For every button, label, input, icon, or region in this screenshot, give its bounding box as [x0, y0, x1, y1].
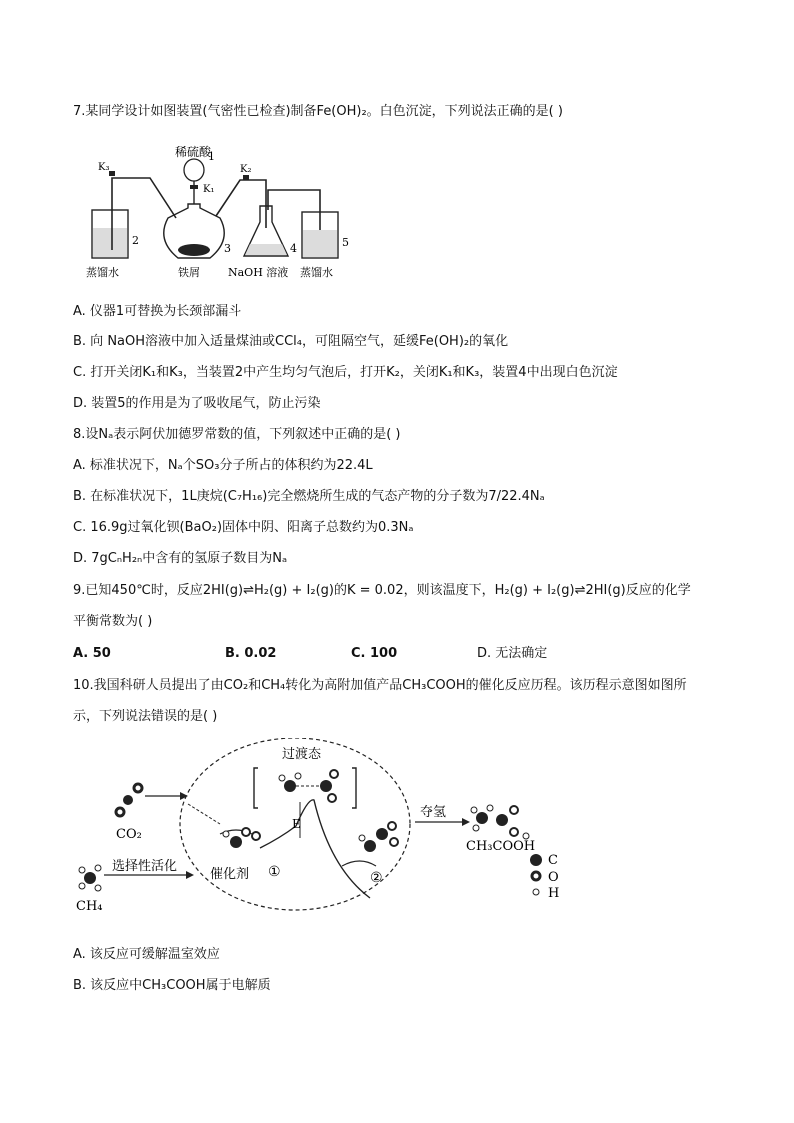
svg-text:K₃: K₃	[98, 162, 110, 173]
q9-stem-line2: 平衡常数为( )	[73, 614, 153, 629]
label-iron: 铁屑	[178, 266, 200, 279]
svg-text:①: ①	[268, 864, 281, 880]
legend-o: O	[548, 870, 559, 885]
svg-text:5: 5	[342, 236, 349, 249]
q9-option-d: D. 无法确定	[477, 646, 548, 661]
funnel-1	[184, 159, 204, 181]
q7-stem: 7.某同学设计如图装置(气密性已检查)制备Fe(OH)₂。白色沉淀，下列说法正确的是( )	[73, 104, 563, 119]
svg-text:3: 3	[224, 242, 231, 255]
svg-text:2: 2	[132, 234, 139, 247]
svg-text:1: 1	[208, 150, 215, 163]
label-transition-state: 过渡态	[282, 747, 322, 762]
label-water-right: 蒸馏水	[300, 266, 333, 279]
label-product: CH₃COOH	[466, 839, 536, 854]
label-dehydrogenation: 夺氢	[420, 805, 447, 820]
tube-k2	[216, 180, 266, 228]
label-water-left: 蒸馏水	[86, 266, 119, 279]
q10-option-b: B. 该反应中CH₃COOH属于电解质	[73, 978, 271, 993]
water-fill-left	[93, 228, 127, 257]
q9-option-a: A. 50	[73, 646, 111, 661]
label-naoh: NaOH 溶液	[228, 266, 289, 279]
q10-option-a: A. 该反应可缓解温室效应	[73, 947, 220, 962]
legend-h-marker	[533, 889, 539, 895]
label-catalyst: 催化剂	[210, 867, 250, 882]
svg-text:②: ②	[370, 870, 383, 886]
valve-k1	[190, 185, 198, 189]
label-ch4: CH₄	[76, 899, 103, 914]
energy-profile	[260, 800, 370, 898]
q7-option-a: A. 仪器1可替换为长颈部漏斗	[73, 304, 242, 319]
q8-option-d: D. 7gCₙH₂ₙ中含有的氢原子数目为Nₐ	[73, 551, 288, 566]
svg-text:E: E	[292, 817, 301, 831]
legend-c: C	[548, 853, 558, 868]
q10-stem-line1: 10.我国科研人员提出了由CO₂和CH₄转化为高附加值产品CH₃COOH的催化反应历程。该历程示意图如图所	[73, 678, 687, 693]
q7-option-c: C. 打开关闭K₁和K₃，当装置2中产生均匀气泡后，打开K₂，关闭K₁和K₃，装置4中出现白色沉淀	[73, 365, 618, 380]
q9-option-c: C. 100	[351, 646, 398, 661]
q7-apparatus-figure	[80, 140, 380, 290]
svg-text:K₁: K₁	[203, 184, 215, 195]
valve-k3	[109, 171, 115, 176]
legend-c-marker	[530, 854, 542, 866]
q8-option-c: C. 16.9g过氧化钡(BaO₂)固体中阴、阳离子总数约为0.3Nₐ	[73, 520, 414, 535]
label-co2: CO₂	[116, 827, 142, 842]
q8-stem: 8.设Nₐ表示阿伏加德罗常数的值，下列叙述中正确的是( )	[73, 427, 401, 442]
valve-k2	[243, 175, 249, 180]
legend-o-marker	[532, 872, 540, 880]
label-selective-activation: 选择性活化	[112, 859, 178, 874]
svg-text:K₂: K₂	[240, 164, 252, 175]
acid-label: 稀硫酸	[175, 145, 212, 159]
iron-filings	[178, 244, 210, 256]
q9-stem-line1: 9.已知450℃时，反应2HI(g)⇌H₂(g) + I₂(g)的K = 0.02，则该温度下，H₂(g) + I₂(g)⇌2HI(g)反应的化学	[73, 583, 691, 598]
q8-option-b: B. 在标准状况下，1L庚烷(C₇H₁₆)完全燃烧所生成的气态产物的分子数为7/22.4Nₐ	[73, 489, 545, 504]
q8-option-a: A. 标准状况下，Nₐ个SO₃分子所占的体积约为22.4L	[73, 458, 373, 473]
q10-mechanism-figure	[70, 738, 580, 918]
q7-option-b: B. 向 NaOH溶液中加入适量煤油或CCl₄，可阻隔空气，延缓Fe(OH)₂的氧化	[73, 334, 509, 349]
svg-text:4: 4	[290, 242, 297, 255]
legend-h: H	[548, 886, 560, 901]
q7-option-d: D. 装置5的作用是为了吸收尾气，防止污染	[73, 396, 321, 411]
q9-option-b: B. 0.02	[225, 646, 277, 661]
q10-stem-line2: 示，下列说法错误的是( )	[73, 709, 218, 724]
